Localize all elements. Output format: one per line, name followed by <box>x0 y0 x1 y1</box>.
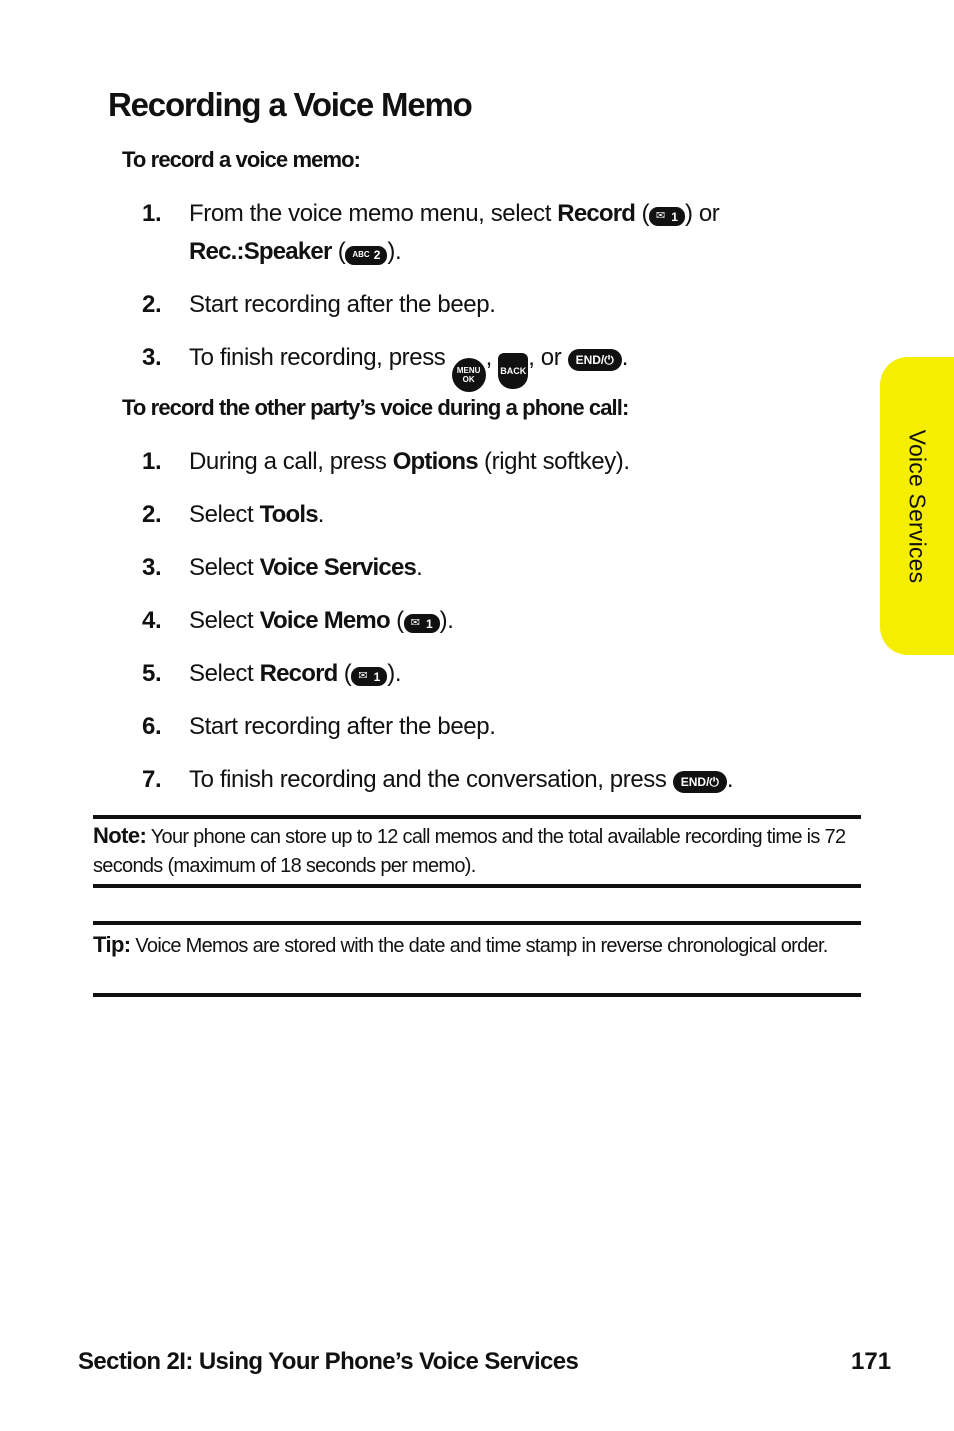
list-item: 3. To finish recording, press MENU OK , BACK, or END/ ⏻ . <box>142 339 842 392</box>
step-number: 3. <box>142 344 162 371</box>
key-1-icon: ✉ 1 <box>649 207 685 226</box>
end-power-key-icon: END/ ⏻ <box>673 771 727 793</box>
note-box <box>93 815 861 888</box>
tip-box <box>93 921 861 997</box>
end-power-key-icon: END/ ⏻ <box>568 349 622 371</box>
page-number: 171 <box>851 1348 892 1375</box>
menu-item-record: Record <box>259 660 338 687</box>
step-number: 2. <box>142 291 162 318</box>
list-item: 2. Select Tools. <box>142 496 842 534</box>
list-item: 5. Select Record ( ✉ 1 ). <box>142 655 842 693</box>
menu-item-voice-services: Voice Services <box>259 554 417 581</box>
list-item: 6. Start recording after the beep. <box>142 708 842 746</box>
key-2-icon: ABC 2 <box>345 246 387 265</box>
list-item: 7. To finish recording and the conversation, press END/ ⏻ . <box>142 761 842 799</box>
list-item: 3. Select Voice Services. <box>142 549 842 587</box>
step-number: 1. <box>142 448 162 475</box>
step-number: 3. <box>142 554 162 581</box>
step-number: 6. <box>142 713 162 740</box>
menu-item-voice-memo: Voice Memo <box>259 607 390 634</box>
side-tab <box>880 357 954 655</box>
step-number: 1. <box>142 200 162 227</box>
list-item: 1. From the voice memo menu, select Record ( ✉ 1 ) or Rec.:Speaker ( ABC 2 ). <box>142 195 842 271</box>
page-title: Recording a Voice Memo <box>108 86 472 123</box>
step-number: 2. <box>142 501 162 528</box>
footer-section-title: Section 2I: Using Your Phone’s Voice Services <box>78 1348 579 1375</box>
step-number: 7. <box>142 766 162 793</box>
key-1-icon: ✉ 1 <box>404 614 440 633</box>
menu-ok-key-icon: MENU OK <box>452 358 486 392</box>
step-number: 4. <box>142 607 162 634</box>
tip-label: Tip: <box>93 932 131 957</box>
menu-item-tools: Tools <box>259 501 318 528</box>
subhead-record-voice-memo: To record a voice memo: <box>122 147 361 172</box>
note-label: Note: <box>93 823 147 848</box>
softkey-options: Options <box>392 448 478 475</box>
step-number: 5. <box>142 660 162 687</box>
note-text: Your phone can store up to 12 call memos and the total available recording time is 72 seconds (maximum of 18 seconds per memo). <box>93 826 846 877</box>
menu-item-rec-speaker: Rec.:Speaker <box>189 238 332 265</box>
subhead-record-phone-call: To record the other party’s voice during a phone call: <box>122 395 629 420</box>
list-item: 4. Select Voice Memo ( ✉ 1 ). <box>142 602 842 640</box>
list-item: 1. During a call, press Options (right softkey). <box>142 443 842 481</box>
menu-item-record: Record <box>557 200 636 227</box>
side-tab-label: Voice Services <box>904 429 931 583</box>
back-key-icon: BACK <box>498 353 528 389</box>
list-item: 2. Start recording after the beep. <box>142 286 842 324</box>
key-1-icon: ✉ 1 <box>351 667 387 686</box>
tip-text: Voice Memos are stored with the date and time stamp in reverse chronological order. <box>130 935 828 957</box>
